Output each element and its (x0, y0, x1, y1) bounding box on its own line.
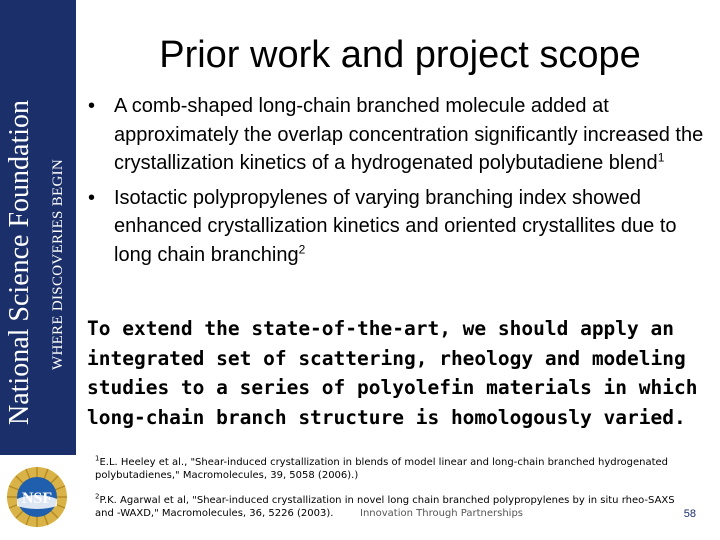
reference-number: 1 (95, 454, 100, 463)
bullet-text: Isotactic polypropylenes of varying branching index showed enhanced crystallization kinetics and oriented crystallites due to long chain branching (114, 186, 677, 266)
sidebar (0, 0, 76, 540)
footer-tagline: Innovation Through Partnerships (360, 508, 524, 519)
reference-number: 2 (95, 492, 100, 501)
bullet-ref: 1 (657, 150, 665, 165)
bullet-item (88, 92, 718, 178)
bullet-dot-icon: • (88, 186, 96, 209)
nsf-logo (6, 466, 68, 528)
logo-text: NSF (21, 490, 53, 507)
page-number: 58 (683, 508, 696, 520)
bullet-item (88, 184, 718, 270)
reference-item (95, 456, 695, 482)
bullet-list (88, 92, 718, 275)
slide-title: Prior work and project scope (159, 34, 641, 76)
scope-statement: To extend the state-of-the-art, we should apply an integrated set of scattering, rheology and modeling studies to a series of polyolefin materials in which long-chain branch structure is homologously varied. (87, 317, 698, 429)
organization-name: National Science Foundation (4, 99, 35, 425)
reference-text: E.L. Heeley et al., "Shear-induced crystallization in blends of model linear and long-chain branched hydrogenated polybutadienes," Macromolecules, 39, 5058 (2006).) (95, 457, 669, 481)
bullet-ref: 2 (298, 241, 306, 256)
bullet-dot-icon: • (88, 95, 96, 117)
reference-text: P.K. Agarwal et al, "Shear-induced crystallization in novel long chain branched polypropylenes by in situ rheo-SAXS and -WAXD," Macromolecules, 36, 5226 (2003). (95, 495, 675, 519)
references (95, 456, 695, 532)
bullet-text: A comb-shaped long-chain branched molecule added at approximately the overlap concentration significantly increased the crystallization kinetics of a hydrogenated polybutadiene blend (114, 95, 704, 174)
organization-motto: WHERE DISCOVERIES BEGIN (50, 158, 66, 370)
